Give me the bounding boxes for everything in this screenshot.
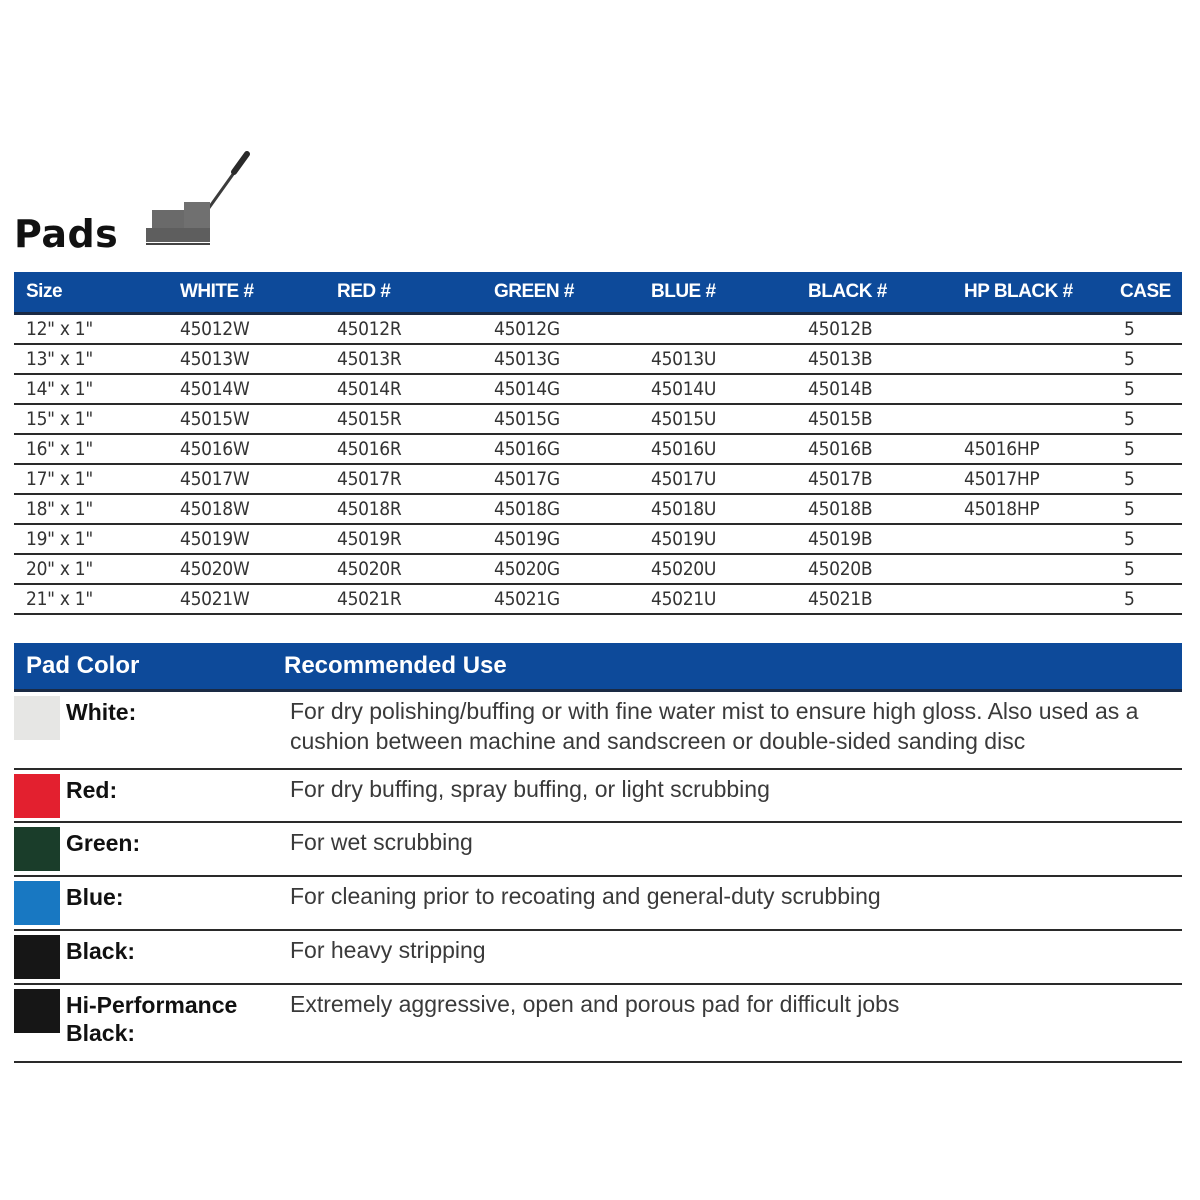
cell-green: 45012G — [482, 314, 639, 345]
page-title: Pads — [14, 212, 119, 256]
floor-machine-icon — [142, 150, 252, 250]
cell-case: 5 — [1108, 494, 1182, 524]
cell-blue: 45021U — [639, 584, 796, 614]
cell-white: 45013W — [168, 344, 325, 374]
cell-size: 20" x 1" — [14, 554, 168, 584]
cell-size: 16" x 1" — [14, 434, 168, 464]
recommended-use-text: For wet scrubbing — [290, 829, 473, 855]
cell-red: 45019R — [325, 524, 482, 554]
cell-blue: 45020U — [639, 554, 796, 584]
cell-black: 45021B — [796, 584, 952, 614]
table-row — [14, 374, 1182, 404]
color-swatch — [14, 989, 60, 1033]
recommended-use-text: For dry polishing/buffing or with fine water mist to ensure high gloss. Also used as a cushion between machine and sandscreen or double-sided sanding disc — [290, 698, 1139, 754]
cell-hp-black — [952, 314, 1108, 345]
cell-green: 45018G — [482, 494, 639, 524]
cell-case: 5 — [1108, 344, 1182, 374]
cell-blue: 45017U — [639, 464, 796, 494]
pad-color-name: Blue: — [66, 884, 124, 910]
cell-case: 5 — [1108, 554, 1182, 584]
cell-black: 45019B — [796, 524, 952, 554]
cell-black: 45013B — [796, 344, 952, 374]
header-blue: BLUE # — [639, 272, 796, 314]
cell-black: 45014B — [796, 374, 952, 404]
table-row — [14, 314, 1182, 345]
cell-size: 17" x 1" — [14, 464, 168, 494]
cell-size: 15" x 1" — [14, 404, 168, 434]
cell-blue — [639, 314, 796, 345]
cell-hp-black: 45017HP — [952, 464, 1108, 494]
table-row — [14, 524, 1182, 554]
cell-green: 45017G — [482, 464, 639, 494]
table-row — [14, 464, 1182, 494]
cell-blue: 45015U — [639, 404, 796, 434]
cell-red: 45016R — [325, 434, 482, 464]
header-case: CASE — [1108, 272, 1182, 314]
cell-white: 45020W — [168, 554, 325, 584]
cell-red: 45012R — [325, 314, 482, 345]
use-row — [14, 692, 1182, 770]
cell-case: 5 — [1108, 404, 1182, 434]
table-row — [14, 404, 1182, 434]
pad-color-name: White: — [66, 699, 137, 725]
cell-black: 45016B — [796, 434, 952, 464]
pad-color-name: Black: — [66, 938, 136, 964]
cell-black: 45017B — [796, 464, 952, 494]
cell-case: 5 — [1108, 584, 1182, 614]
use-row — [14, 823, 1182, 877]
pad-color-name: Hi-Performance Black: — [66, 992, 238, 1046]
cell-case: 5 — [1108, 314, 1182, 345]
cell-hp-black — [952, 374, 1108, 404]
cell-blue: 45013U — [639, 344, 796, 374]
cell-size: 19" x 1" — [14, 524, 168, 554]
pad-sizes-table — [14, 272, 1182, 615]
color-swatch — [14, 935, 60, 979]
header-pad-color: Pad Color — [26, 652, 140, 679]
color-swatch — [14, 827, 60, 871]
cell-green: 45014G — [482, 374, 639, 404]
cell-white: 45012W — [168, 314, 325, 345]
recommended-use-text: For dry buffing, spray buffing, or light scrubbing — [290, 776, 770, 802]
cell-hp-black — [952, 404, 1108, 434]
color-swatch — [14, 881, 60, 925]
cell-blue: 45018U — [639, 494, 796, 524]
header-white: WHITE # — [168, 272, 325, 314]
cell-hp-black — [952, 554, 1108, 584]
cell-case: 5 — [1108, 374, 1182, 404]
table-row — [14, 434, 1182, 464]
cell-case: 5 — [1108, 434, 1182, 464]
cell-black: 45015B — [796, 404, 952, 434]
recommended-use-table — [14, 643, 1182, 1063]
cell-hp-black — [952, 524, 1108, 554]
cell-hp-black — [952, 344, 1108, 374]
cell-case: 5 — [1108, 524, 1182, 554]
table-row — [14, 344, 1182, 374]
cell-green: 45013G — [482, 344, 639, 374]
cell-blue: 45016U — [639, 434, 796, 464]
title-row — [14, 150, 414, 260]
use-row — [14, 770, 1182, 823]
cell-size: 21" x 1" — [14, 584, 168, 614]
cell-size: 18" x 1" — [14, 494, 168, 524]
use-row — [14, 985, 1182, 1063]
header-red: RED # — [325, 272, 482, 314]
cell-size: 13" x 1" — [14, 344, 168, 374]
table-row — [14, 554, 1182, 584]
table-header-row — [14, 272, 1182, 314]
pad-color-name: Green: — [66, 830, 141, 856]
cell-black: 45012B — [796, 314, 952, 345]
cell-white: 45015W — [168, 404, 325, 434]
cell-white: 45014W — [168, 374, 325, 404]
cell-green: 45020G — [482, 554, 639, 584]
cell-size: 14" x 1" — [14, 374, 168, 404]
cell-blue: 45019U — [639, 524, 796, 554]
cell-case: 5 — [1108, 464, 1182, 494]
header-green: GREEN # — [482, 272, 639, 314]
use-row — [14, 877, 1182, 931]
cell-hp-black: 45018HP — [952, 494, 1108, 524]
use-row — [14, 931, 1182, 985]
recommended-use-text: Extremely aggressive, open and porous pad for difficult jobs — [290, 991, 900, 1017]
use-table-header — [14, 643, 1182, 692]
cell-white: 45019W — [168, 524, 325, 554]
cell-green: 45015G — [482, 404, 639, 434]
pad-color-name: Red: — [66, 777, 118, 803]
color-swatch — [14, 774, 60, 818]
cell-red: 45018R — [325, 494, 482, 524]
header-hp-black: HP BLACK # — [952, 272, 1108, 314]
cell-red: 45020R — [325, 554, 482, 584]
header-size: Size — [14, 272, 168, 314]
header-black: BLACK # — [796, 272, 952, 314]
cell-red: 45017R — [325, 464, 482, 494]
cell-red: 45014R — [325, 374, 482, 404]
table-row — [14, 494, 1182, 524]
cell-white: 45017W — [168, 464, 325, 494]
cell-red: 45021R — [325, 584, 482, 614]
cell-black: 45020B — [796, 554, 952, 584]
cell-white: 45021W — [168, 584, 325, 614]
cell-green: 45019G — [482, 524, 639, 554]
header-recommended-use: Recommended Use — [284, 652, 507, 679]
color-swatch — [14, 696, 60, 740]
cell-hp-black — [952, 584, 1108, 614]
cell-green: 45021G — [482, 584, 639, 614]
cell-green: 45016G — [482, 434, 639, 464]
cell-black: 45018B — [796, 494, 952, 524]
cell-red: 45015R — [325, 404, 482, 434]
cell-hp-black: 45016HP — [952, 434, 1108, 464]
recommended-use-text: For cleaning prior to recoating and general-duty scrubbing — [290, 883, 881, 909]
table-row — [14, 584, 1182, 614]
cell-size: 12" x 1" — [14, 314, 168, 345]
cell-white: 45016W — [168, 434, 325, 464]
cell-blue: 45014U — [639, 374, 796, 404]
cell-white: 45018W — [168, 494, 325, 524]
recommended-use-text: For heavy stripping — [290, 937, 486, 963]
cell-red: 45013R — [325, 344, 482, 374]
